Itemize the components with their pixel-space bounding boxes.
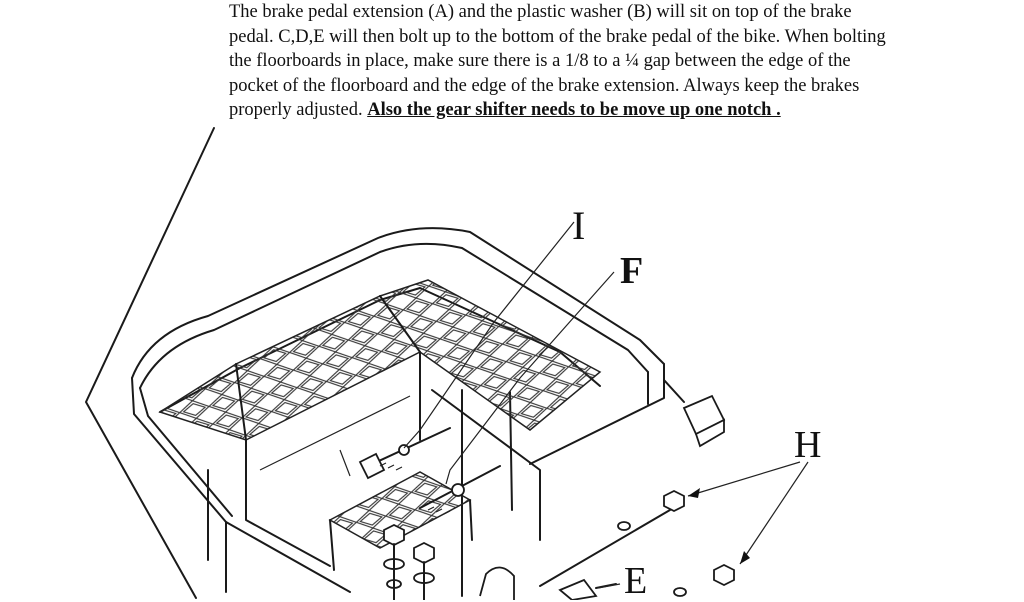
callout-leaders [404,222,808,588]
callout-h: H [794,424,822,466]
callout-f: F [620,250,644,292]
text-leader-line [86,128,214,598]
callout-e: E [624,560,648,602]
end-cap-plug [664,380,724,446]
bolt-upper [360,428,450,478]
instruction-line-5-plain: properly adjusted. [229,100,368,121]
instruction-line-1: The brake pedal extension (A) and the plastic washer (B) will sit on top of the brake [229,2,852,22]
nut-washer-stack [384,525,434,600]
instruction-line-4: pocket of the floorboard and the edge of the brake extension. Always keep the brakes [229,75,860,96]
gear-shifter-note: Also the gear shifter needs to be move up one notch . [367,100,781,121]
instruction-line-2: pedal. C,D,E will then bolt up to the bottom of the brake pedal of the bike. When bolting [229,26,886,47]
callout-i: I [572,203,586,248]
e-bracket [480,567,616,600]
instruction-line-3: the floorboards in place, make sure there is a 1/8 to a ¼ gap between the edge of the [229,51,851,72]
